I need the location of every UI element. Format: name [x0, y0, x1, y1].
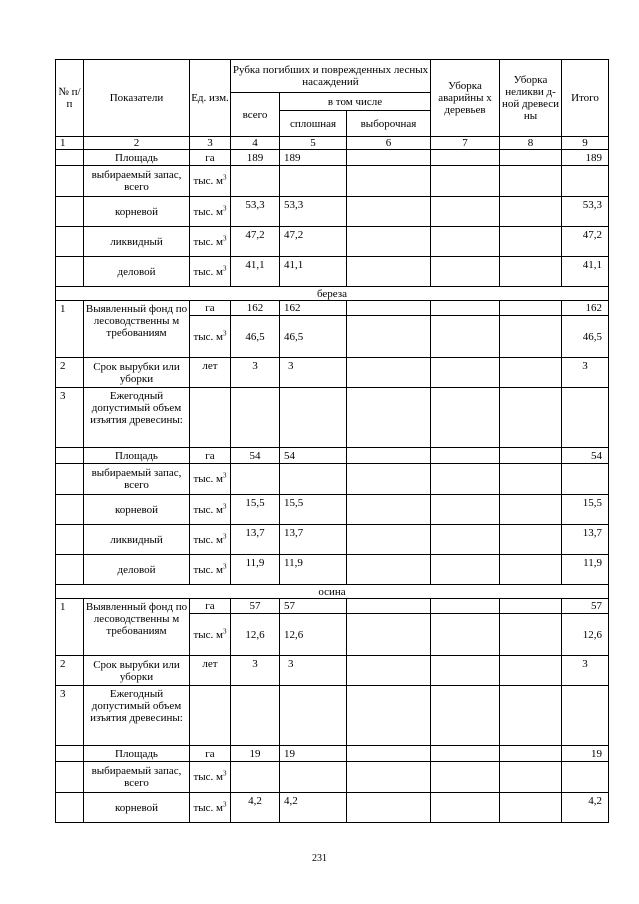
unit-cell: тыс. $м^3$: [190, 793, 231, 823]
value-itogo: 13,7: [562, 525, 609, 555]
value-solid: 13,7: [280, 525, 347, 555]
table-row: [56, 464, 609, 495]
value-solid: 4,2: [280, 793, 347, 823]
table-row: [56, 301, 609, 316]
unit-cell: га: [190, 746, 231, 762]
unit-cell: тыс. $м^3$: [190, 316, 231, 358]
header-incl: в том числе: [280, 93, 431, 111]
row-label: корневой: [84, 793, 190, 823]
col-number: 9: [562, 137, 609, 150]
row-number: 1: [56, 301, 84, 358]
row-label: ликвидный: [84, 227, 190, 257]
unit-cell: тыс. $м^3$: [190, 525, 231, 555]
value-total: 46,5: [231, 316, 280, 358]
table-row: [56, 495, 609, 525]
value-itogo: 189: [562, 150, 609, 166]
unit-cell: тыс. $м^3$: [190, 762, 231, 793]
unit-cell: га: [190, 448, 231, 464]
unit-cell: тыс. $м^3$: [190, 227, 231, 257]
value-solid: 15,5: [280, 495, 347, 525]
header-itogo: Итого: [562, 60, 609, 137]
value-total: 57: [231, 599, 280, 614]
row-label: Выявленный фонд по лесоводственны м требованиям: [84, 301, 190, 358]
row-label: Площадь: [84, 150, 190, 166]
column-number-row: [56, 137, 609, 150]
value-itogo: 19: [562, 746, 609, 762]
row-label: Ежегодный допустимый объем изъятия древесины:: [84, 686, 190, 746]
unit-cell: тыс. $м^3$: [190, 257, 231, 287]
section-title: береза: [56, 287, 609, 301]
col-number: 7: [431, 137, 500, 150]
value-total: 53,3: [231, 197, 280, 227]
value-total: 19: [231, 746, 280, 762]
unit-cell: тыс. $м^3$: [190, 555, 231, 585]
row-label: Срок вырубки или уборки: [84, 656, 190, 686]
value-itogo: 3: [562, 358, 609, 388]
value-total: 11,9: [231, 555, 280, 585]
col-number: 3: [190, 137, 231, 150]
table-row: [56, 746, 609, 762]
value-solid: 162: [280, 301, 347, 316]
value-solid: 41,1: [280, 257, 347, 287]
table-row: [56, 227, 609, 257]
unit-cell: лет: [190, 656, 231, 686]
col-number: 2: [84, 137, 190, 150]
value-solid: 47,2: [280, 227, 347, 257]
row-label: ликвидный: [84, 525, 190, 555]
unit-cell: лет: [190, 358, 231, 388]
row-label: выбираемый запас, всего: [84, 464, 190, 495]
row-label: Площадь: [84, 746, 190, 762]
table-row: [56, 197, 609, 227]
col-number: 8: [500, 137, 562, 150]
section-row-birch: [56, 287, 609, 301]
value-itogo: 162: [562, 301, 609, 316]
table-row: [56, 257, 609, 287]
table-row: [56, 166, 609, 197]
table-row: [56, 793, 609, 823]
value-solid: 46,5: [280, 316, 347, 358]
row-number: 2: [56, 358, 84, 388]
value-total: 12,6: [231, 614, 280, 656]
header-indicators: Показатели: [84, 60, 190, 137]
unit-cell: тыс. $м^3$: [190, 614, 231, 656]
value-solid: 19: [280, 746, 347, 762]
header-logging: Рубка погибших и поврежденных лесных насаждений: [231, 60, 431, 93]
col-number: 5: [280, 137, 347, 150]
value-itogo: 57: [562, 599, 609, 614]
row-label: деловой: [84, 555, 190, 585]
row-label: корневой: [84, 495, 190, 525]
unit-cell: га: [190, 599, 231, 614]
unit-cell: га: [190, 301, 231, 316]
unit-cell: тыс. $м^3$: [190, 197, 231, 227]
value-itogo: 15,5: [562, 495, 609, 525]
table-row: [56, 150, 609, 166]
value-solid: 54: [280, 448, 347, 464]
table-row: [56, 762, 609, 793]
value-total: 4,2: [231, 793, 280, 823]
value-itogo: 4,2: [562, 793, 609, 823]
header-selective: выборочная: [347, 111, 431, 137]
value-total: 15,5: [231, 495, 280, 525]
value-solid: 3: [280, 358, 347, 388]
value-total: 13,7: [231, 525, 280, 555]
value-total: 41,1: [231, 257, 280, 287]
value-solid: 11,9: [280, 555, 347, 585]
value-total: 162: [231, 301, 280, 316]
section-title: осина: [56, 585, 609, 599]
page-number: 231: [312, 853, 327, 864]
table-row: [56, 388, 609, 448]
col-number: 1: [56, 137, 84, 150]
value-itogo: 47,2: [562, 227, 609, 257]
table-row: [56, 358, 609, 388]
value-itogo: 41,1: [562, 257, 609, 287]
col-number: 6: [347, 137, 431, 150]
row-label: деловой: [84, 257, 190, 287]
value-itogo: 3: [562, 656, 609, 686]
value-itogo: 54: [562, 448, 609, 464]
header-illiquid: Уборка неликви д-ной древеси ны: [500, 60, 562, 137]
header-num: № п/п: [56, 60, 84, 137]
value-itogo: 12,6: [562, 614, 609, 656]
value-total: 189: [231, 150, 280, 166]
value-solid: 189: [280, 150, 347, 166]
value-total: 3: [231, 656, 280, 686]
value-itogo: 11,9: [562, 555, 609, 585]
row-label: Срок вырубки или уборки: [84, 358, 190, 388]
value-solid: 53,3: [280, 197, 347, 227]
value-itogo: 46,5: [562, 316, 609, 358]
value-total: 54: [231, 448, 280, 464]
unit-cell: га: [190, 150, 231, 166]
value-total: 47,2: [231, 227, 280, 257]
value-solid: 12,6: [280, 614, 347, 656]
table-row: [56, 599, 609, 614]
row-label: Ежегодный допустимый объем изъятия древесины:: [84, 388, 190, 448]
row-label: Выявленный фонд по лесоводственны м требованиям: [84, 599, 190, 656]
row-label: выбираемый запас, всего: [84, 762, 190, 793]
table-row: [56, 656, 609, 686]
value-total: 3: [231, 358, 280, 388]
forest-logging-table: [55, 59, 609, 823]
document-sheet: [55, 59, 608, 823]
header-unit: Ед. изм.: [190, 60, 231, 137]
unit-cell: тыс. $м^3$: [190, 495, 231, 525]
table-row: [56, 686, 609, 746]
value-solid: 57: [280, 599, 347, 614]
row-number: 3: [56, 388, 84, 448]
unit-cell: тыс. $м^3$: [190, 166, 231, 197]
row-label: корневой: [84, 197, 190, 227]
table-row: [56, 525, 609, 555]
value-solid: 3: [280, 656, 347, 686]
row-number: 2: [56, 656, 84, 686]
row-number: 1: [56, 599, 84, 656]
table-row: [56, 555, 609, 585]
header-emergency: Уборка аварийны х деревьев: [431, 60, 500, 137]
col-number: 4: [231, 137, 280, 150]
header-solid: сплошная: [280, 111, 347, 137]
row-label: Площадь: [84, 448, 190, 464]
unit-cell: тыс. $м^3$: [190, 464, 231, 495]
table-row: [56, 448, 609, 464]
header-total: всего: [231, 93, 280, 137]
row-label: выбираемый запас, всего: [84, 166, 190, 197]
value-itogo: 53,3: [562, 197, 609, 227]
row-number: 3: [56, 686, 84, 746]
section-row-aspen: [56, 585, 609, 599]
